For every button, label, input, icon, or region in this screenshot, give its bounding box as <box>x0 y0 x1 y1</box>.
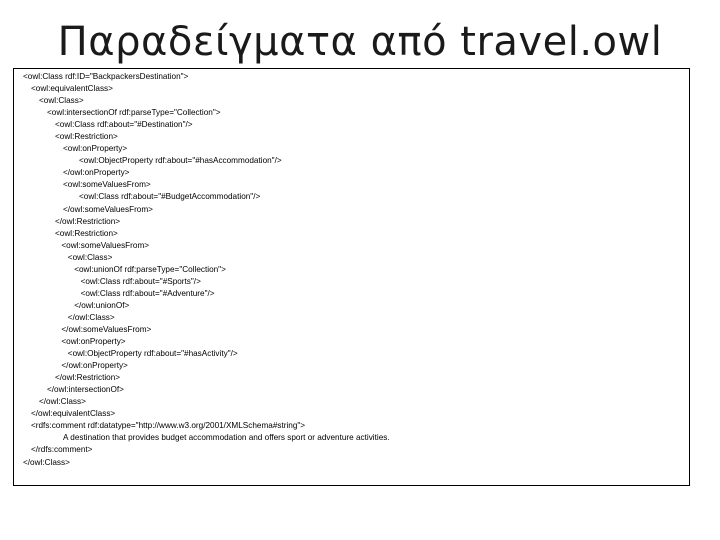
code-line: <rdfs:comment rdf:datatype="http://www.w3.org/2001/XMLSchema#string"> <box>31 421 306 431</box>
code-line: <owl:equivalentClass> <box>31 84 113 94</box>
code-line: <owl:Class rdf:about="#Destination"/> <box>55 120 193 130</box>
code-line: </owl:onProperty> <box>61 361 128 371</box>
code-line: </owl:Class> <box>67 312 115 322</box>
code-line: </owl:intersectionOf> <box>47 385 124 395</box>
code-line: <owl:onProperty> <box>61 337 126 347</box>
code-line: <owl:intersectionOf rdf:parseType="Collection"> <box>47 108 221 118</box>
code-line: </owl:equivalentClass> <box>31 409 116 419</box>
code-line: <owl:unionOf rdf:parseType="Collection"> <box>74 264 226 274</box>
code-line: </owl:Class> <box>39 397 86 407</box>
code-line: <owl:someValuesFrom> <box>63 180 151 190</box>
code-line: <owl:someValuesFrom> <box>61 240 150 250</box>
code-line: <owl:Class> <box>39 96 84 106</box>
code-box <box>13 68 690 486</box>
code-line: <owl:onProperty> <box>63 144 128 154</box>
code-listing <box>23 71 390 469</box>
code-line: <owl:ObjectProperty rdf:about="#hasAccommodation"/> <box>79 156 282 166</box>
code-line: <owl:Class rdf:about="#BudgetAccommodation"/> <box>79 192 261 202</box>
code-line: </owl:someValuesFrom> <box>63 204 153 214</box>
code-line: <owl:ObjectProperty rdf:about="#hasActivity"/> <box>67 349 238 359</box>
code-line: <owl:Restriction> <box>55 132 118 142</box>
code-line: </owl:unionOf> <box>74 300 130 310</box>
code-line: </owl:Restriction> <box>55 216 121 226</box>
code-line: <owl:Restriction> <box>55 228 118 238</box>
code-line: <owl:Class> <box>67 252 113 262</box>
code-line: <owl:Class rdf:ID="BackpackersDestination"> <box>23 72 189 81</box>
code-line: <owl:Class rdf:about="#Sports"/> <box>80 276 201 286</box>
slide-title: Παραδείγματα από travel.owl <box>57 19 663 65</box>
code-line: <owl:Class rdf:about="#Adventure"/> <box>80 288 215 298</box>
code-line: </owl:someValuesFrom> <box>61 324 152 334</box>
code-line: A destination that provides budget accommodation and offers sport or adventure activities. <box>63 433 390 443</box>
code-line: </rdfs:comment> <box>31 445 93 455</box>
code-line: </owl:onProperty> <box>63 168 130 178</box>
code-line: </owl:Restriction> <box>55 373 121 383</box>
code-line: </owl:Class> <box>23 457 70 467</box>
